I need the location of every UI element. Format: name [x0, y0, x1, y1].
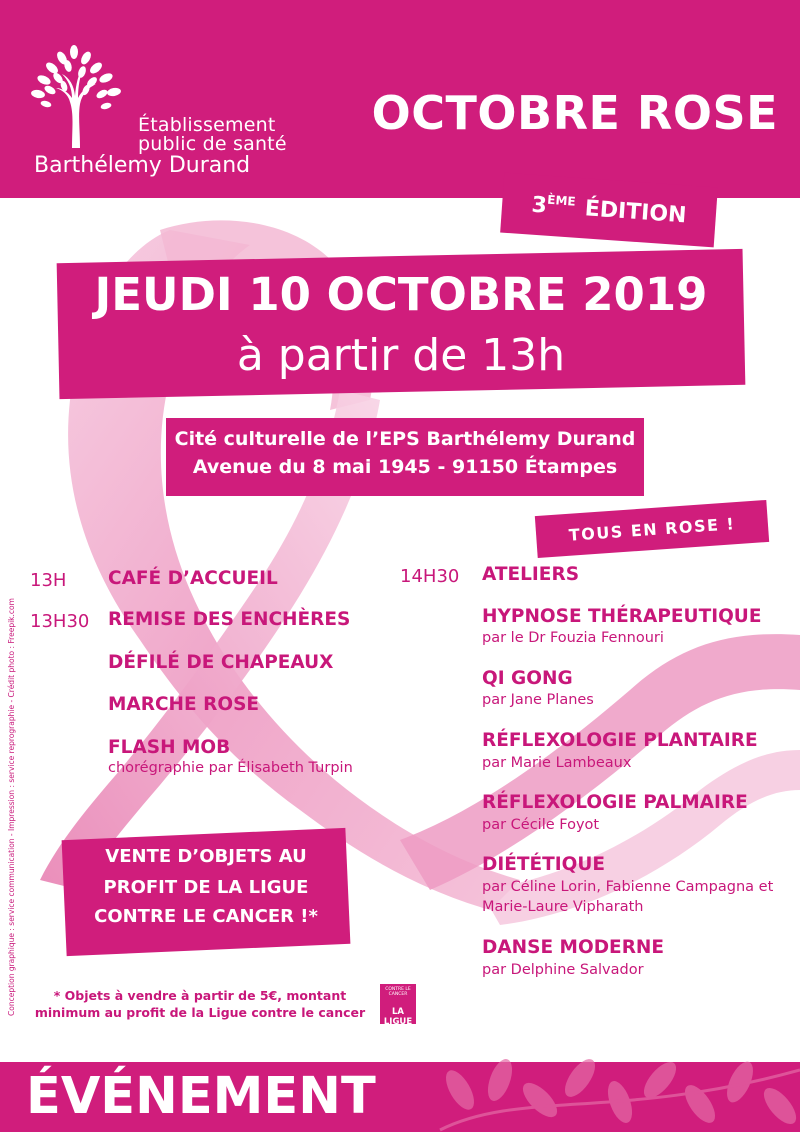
workshop-title: DANSE MODERNE — [482, 937, 665, 958]
vente-line-3: CONTRE LE CANCER !* — [94, 906, 318, 927]
workshop-title: HYPNOSE THÉRAPEUTIQUE — [482, 606, 762, 627]
program-item: DÉFILÉ DE CHAPEAUX — [108, 652, 334, 673]
main-title: OCTOBRE ROSE — [371, 86, 778, 140]
program-time: 13H30 — [30, 611, 90, 632]
venue-name: Cité culturelle de l’EPS Barthélemy Durand — [174, 428, 636, 450]
workshop-host: par Cécile Foyot — [482, 817, 600, 833]
workshop-heading: ATELIERS — [482, 564, 580, 585]
footer-evenement-label: ÉVÉNEMENT — [26, 1067, 376, 1126]
edition-word: ÉDITION — [583, 195, 688, 228]
logo-line-etablissement: Établissement — [138, 114, 276, 136]
workshop-host: par le Dr Fouzia Fennouri — [482, 630, 664, 646]
footnote-line-1: * Objets à vendre à partir de 5€, montant — [53, 988, 347, 1003]
edition-number: 3 — [530, 192, 548, 219]
workshop-host: par Jane Planes — [482, 692, 594, 708]
la-ligue-logo-small: CONTRE LE CANCER — [385, 987, 411, 997]
venue-address: Avenue du 8 mai 1945 - 91150 Étampes — [192, 456, 618, 478]
logo-line-barthelemy-durand: Barthélemy Durand — [34, 153, 251, 178]
event-date: JEUDI 10 OCTOBRE 2019 — [94, 268, 708, 321]
workshop-host-continued: Marie-Laure Vipharath — [482, 899, 644, 915]
credits-vertical — [4, 596, 16, 1016]
workshop-title: DIÉTÉTIQUE — [482, 854, 606, 875]
workshop-time: 14H30 — [400, 566, 460, 587]
workshop-host: par Céline Lorin, Fabienne Campagna et — [482, 879, 774, 895]
leaves-decoration-icon — [420, 1050, 800, 1132]
tous-en-rose-badge: TOUS EN ROSE ! — [535, 500, 769, 558]
workshop-title: RÉFLEXOLOGIE PLANTAIRE — [482, 730, 758, 751]
workshop-title: QI GONG — [482, 668, 573, 689]
workshop-host: par Delphine Salvador — [482, 962, 644, 978]
vente-line-1: VENTE D’OBJETS AU — [105, 846, 307, 867]
program-item: CAFÉ D’ACCUEIL — [108, 568, 278, 589]
program-item: FLASH MOB — [108, 737, 231, 758]
event-time: à partir de 13h — [236, 330, 566, 381]
logo-line-public-sante: public de santé — [138, 133, 287, 155]
program-item-credit: chorégraphie par Élisabeth Turpin — [108, 760, 353, 776]
edition-suffix: ÈME — [546, 192, 577, 209]
la-ligue-logo-name: LA LIGUE — [383, 1007, 413, 1027]
workshop-title: RÉFLEXOLOGIE PALMAIRE — [482, 792, 748, 813]
tree-logo-icon — [28, 44, 124, 148]
workshop-host: par Marie Lambeaux — [482, 755, 632, 771]
credits-text: Conception graphique : service communication - Impression : service reprographie - Crédit photo : Freepik.com — [7, 598, 16, 1016]
footnote-line-2: minimum au profit de la Ligue contre le cancer — [34, 1005, 366, 1020]
vente-line-2: PROFIT DE LA LIGUE — [103, 877, 309, 898]
program-time: 13H — [30, 570, 67, 591]
program-item: MARCHE ROSE — [108, 694, 260, 715]
program-item: REMISE DES ENCHÈRES — [108, 609, 351, 630]
